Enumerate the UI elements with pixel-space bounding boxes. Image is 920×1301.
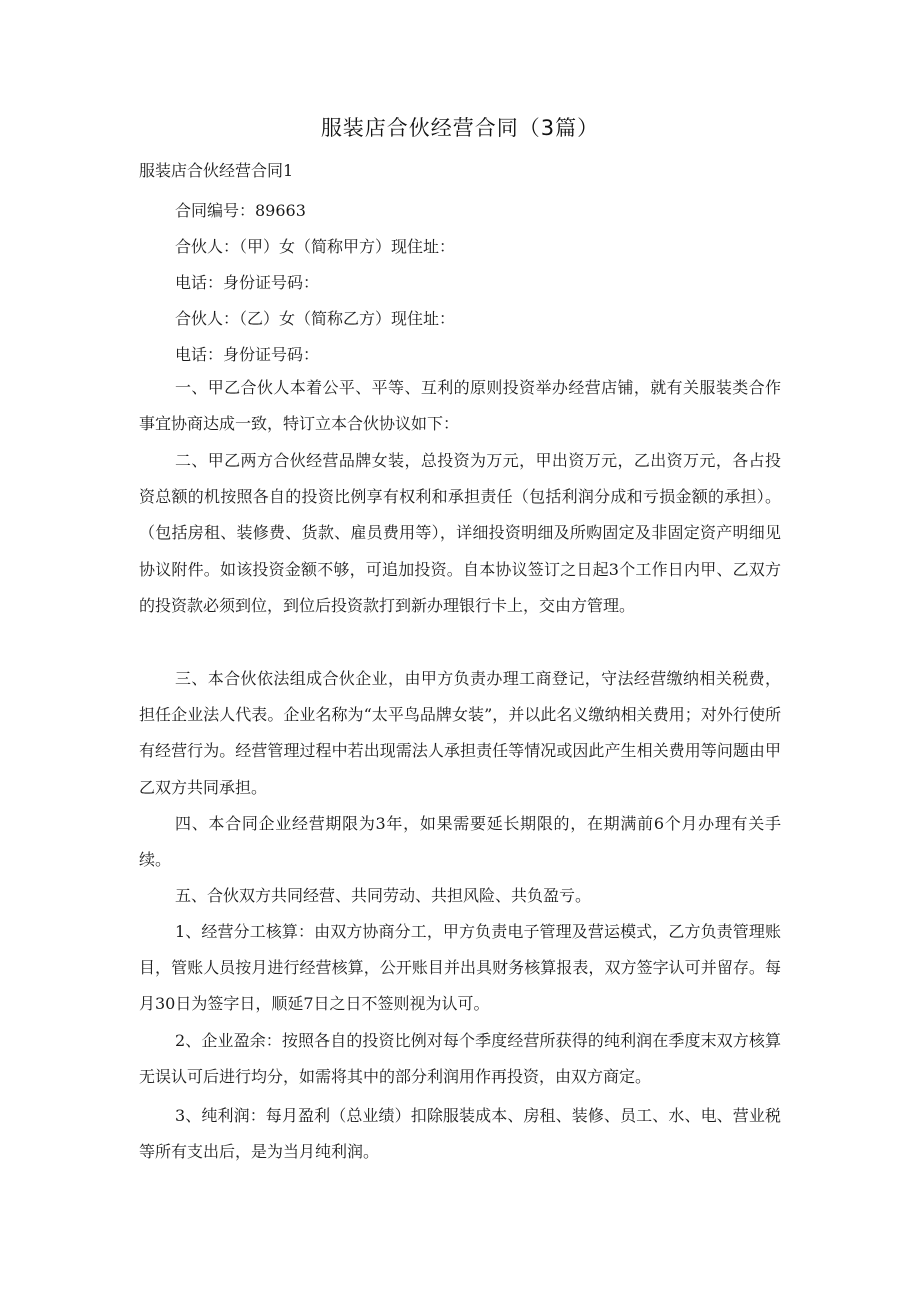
clause-paragraph: 五、合伙双方共同经营、共同劳动、共担风险、共负盈亏。: [175, 886, 592, 905]
clause-paragraph: 二、甲乙两方合伙经营品牌女装，总投资为万元，甲出资万元，乙出资万元，各占投资总额的机按照各自的投资比例享有权利和承担责任（包括利润分成和亏损金额的承担）。（包括房租、装修费、货款、雇员费用等），详细投资明细及所购固定及非固定资产明细见协议附件。如该投资金额不够，可追加投资。自本协议签订之日起3个工作日内甲、乙双方的投资款必须到位，到位后投资款打到新办理银行卡上，交由方管理。: [139, 451, 781, 615]
clause-paragraph: 3、纯利润：每月盈利（总业绩）扣除服装成本、房租、装修、员工、水、电、营业税等所有支出后，是为当月纯利润。: [139, 1106, 781, 1162]
partner-a-contact: 电话：身份证号码：: [175, 273, 320, 292]
clause-paragraph: 1、经营分工核算：由双方协商分工，甲方负责电子管理及营运模式，乙方负责管理账目，管账人员按月进行经营核算，公开账目并出具财务核算报表，双方签字认可并留存。每月30日为签字日，顺延7日之日不签则视为认可。: [139, 922, 781, 1014]
clause-paragraph: 2、企业盈余：按照各自的投资比例对每个季度经营所获得的纯利润在季度末双方核算无误认可后进行均分，如需将其中的部分利润用作再投资，由双方商定。: [139, 1031, 781, 1087]
page-title: 服装店合伙经营合同（3篇）: [320, 116, 600, 140]
partner-b-contact: 电话：身份证号码：: [175, 345, 320, 364]
section-heading: 服装店合伙经营合同1: [139, 161, 294, 180]
clause-paragraph: 四、本合同企业经营期限为3年，如果需要延长期限的，在期满前6个月办理有关手续。: [139, 814, 781, 870]
clause-paragraph: 三、本合伙依法组成合伙企业，由甲方负责办理工商登记，守法经营缴纳相关税费，担任企业法人代表。企业名称为“太平鸟品牌女装”，并以此名义缴纳相关费用；对外行使所有经营行为。经营管理过程中若出现需法人承担责任等情况或因此产生相关费用等问题由甲乙双方共同承担。: [139, 669, 781, 797]
contract-number: 合同编号：89663: [175, 201, 306, 220]
partner-b-line: 合伙人：（乙）女（简称乙方）现住址：: [175, 309, 456, 328]
partner-a-line: 合伙人：（甲）女（简称甲方）现住址：: [175, 237, 456, 256]
clause-paragraph: 一、甲乙合伙人本着公平、平等、互利的原则投资举办经营店铺，就有关服装类合作事宜协商达成一致，特订立本合伙协议如下：: [139, 378, 781, 434]
